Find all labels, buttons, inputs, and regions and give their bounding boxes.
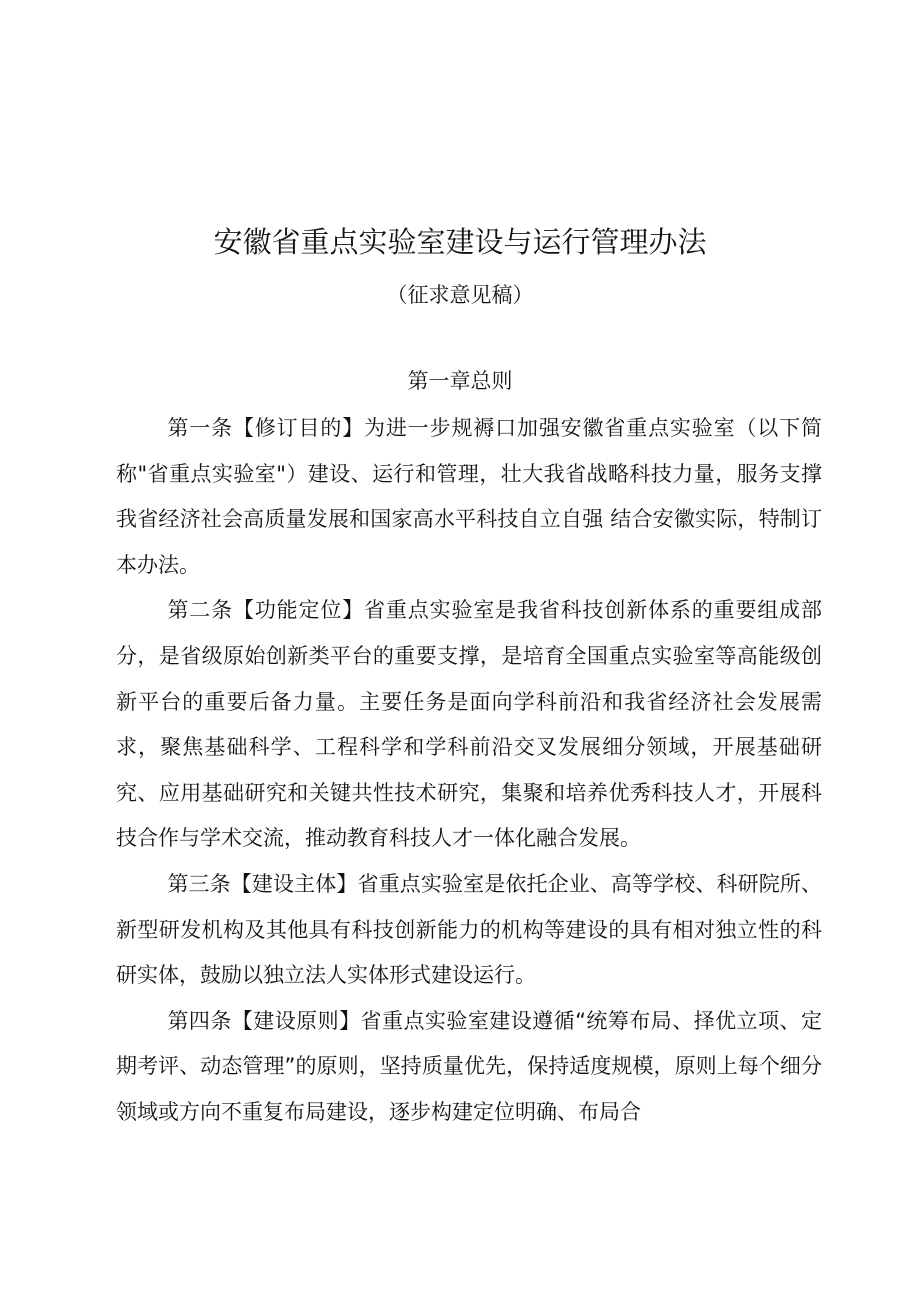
chapter-heading: 第一章总则: [407, 369, 513, 393]
article-2-paragraph: 第二条【功能定位】省重点实验室是我省科技创新体系的重要组成部分，是省级原始创新类平台的重要支撑，是培育全国重点实验室等高能级创新平台的重要后备力量。主要任务是面向学科前沿和我省经济社会发展需求，聚焦基础科学、工程科学和学科前沿交叉发展细分领域，开展基础研究、应用基础研究和关键共性技术研究，集聚和培养优秀科技人才，开展科技合作与学术交流，推动教育科技人才一体化融合发展。: [116, 598, 822, 851]
document-title: 安徽省重点实验室建设与运行管理办法: [213, 225, 707, 259]
article-3-paragraph: 第三条【建设主体】省重点实验室是依托企业、高等学校、科研院所、新型研发机构及其他具有科技创新能力的机构等建设的具有相对独立性的科研实体，鼓励以独立法人实体形式建设运行。: [116, 871, 822, 988]
document-body: [116, 406, 822, 1136]
article-1-paragraph: 第一条【修订目的】为进一步规褥口加强安徽省重点实验室（以下简称"省重点实验室"）建设、运行和管理，壮大我省战略科技力量，服务支撑我省经济社会高质量发展和国家高水平科技自立自强 结合安徽实际，特制订本办法。: [116, 416, 822, 577]
article-4-paragraph: 第四条【建设原则】省重点实验室建设遵循“统筹布局、择优立项、定期考评、动态管理”的原则，坚持质量优先，保持适度规模，原则上每个细分领域或方向不重复布局建设，逐步构建定位明确、布局合: [116, 1008, 822, 1124]
document-subtitle: （征求意见稿）: [386, 283, 534, 307]
